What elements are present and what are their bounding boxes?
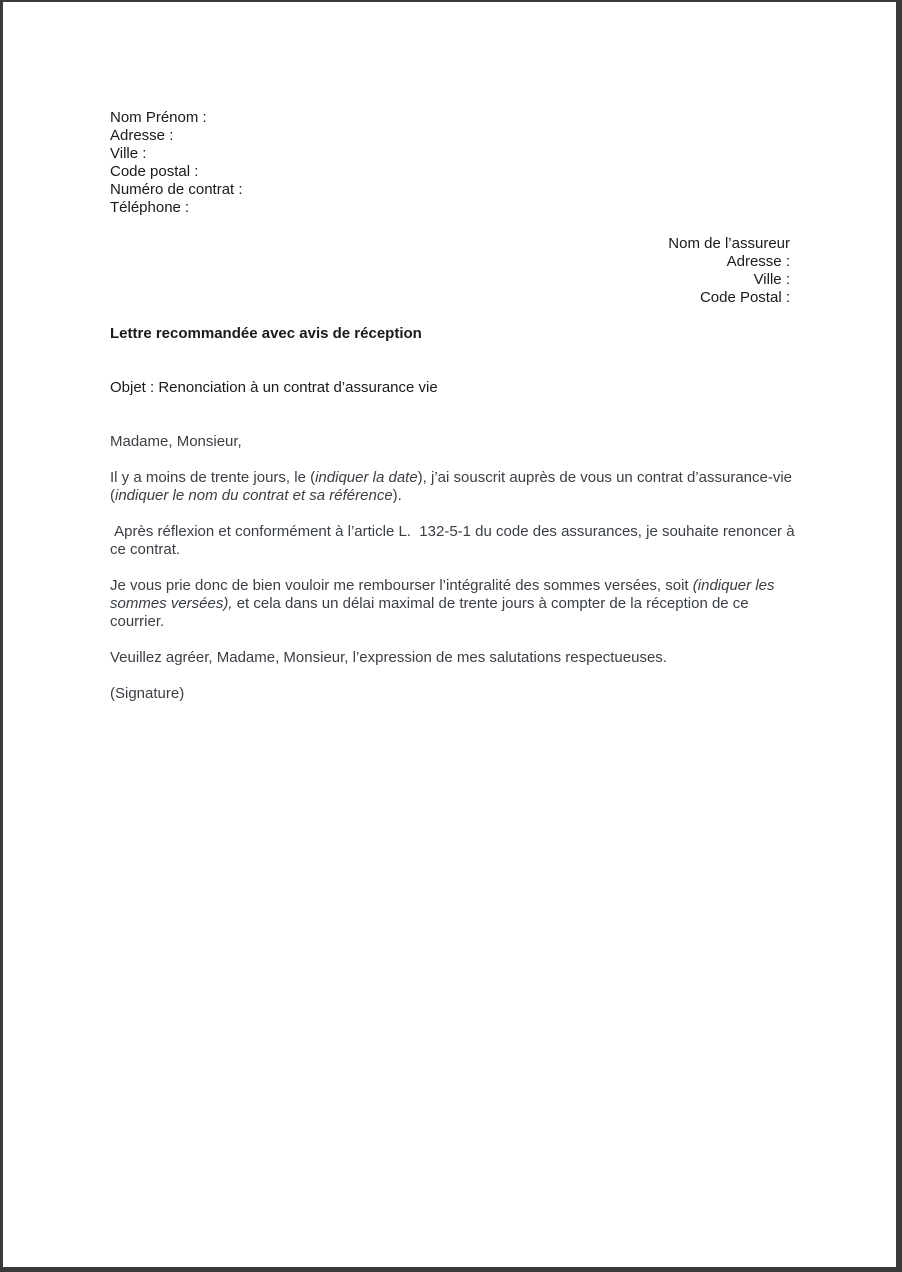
paragraph-refund [110, 577, 800, 631]
sender-name-label: Nom Prénom : [110, 109, 207, 126]
para1-text-3: ). [392, 487, 402, 504]
sender-postal-code-label: Code postal : [110, 163, 199, 180]
para2-text: Après réflexion et conformément à l’article L. 132-5-1 du code des assurances, je souhaite renoncer à ce contrat. [110, 523, 799, 558]
sender-block [110, 109, 243, 217]
letter-subject: Objet : Renonciation à un contrat d’assurance vie [110, 379, 438, 396]
para1-text-2: ), j’ai souscrit auprès de vous un contrat d’assurance-vie ( [110, 469, 793, 504]
para1-placeholder-date: indiquer la date [315, 469, 418, 486]
sender-phone-label: Téléphone : [110, 199, 190, 216]
insurer-address-label: Adresse : [726, 253, 790, 270]
sender-city-label: Ville : [110, 145, 147, 162]
insurer-name-label: Nom de l’assureur [668, 235, 790, 252]
salutation: Madame, Monsieur, [110, 433, 242, 450]
sender-address-label: Adresse : [110, 127, 174, 144]
para3-text-1: Je vous prie donc de bien vouloir me rembourser l’intégralité des sommes versées, soit [110, 577, 693, 594]
para3-placeholder-amount: (indiquer les sommes versées), [110, 577, 775, 612]
sender-contract-number-label: Numéro de contrat : [110, 181, 243, 198]
document-page [3, 2, 896, 1267]
para1-text-1: Il y a moins de trente jours, le ( [110, 469, 316, 486]
paragraph-renunciation [110, 523, 800, 559]
closing-formula: Veuillez agréer, Madame, Monsieur, l’expression de mes salutations respectueuses. [110, 649, 667, 666]
insurer-postal-code-label: Code Postal : [699, 289, 790, 306]
recipient-block [668, 235, 790, 307]
para1-placeholder-contract: indiquer le nom du contrat et sa référence [115, 487, 393, 504]
insurer-city-label: Ville : [753, 271, 790, 288]
registered-letter-mention: Lettre recommandée avec avis de réception [110, 325, 422, 342]
para3-text-2: et cela dans un délai maximal de trente jours à compter de la réception de ce courrier. [110, 595, 749, 630]
signature-placeholder: (Signature) [110, 685, 185, 702]
paragraph-subscription [110, 469, 800, 505]
